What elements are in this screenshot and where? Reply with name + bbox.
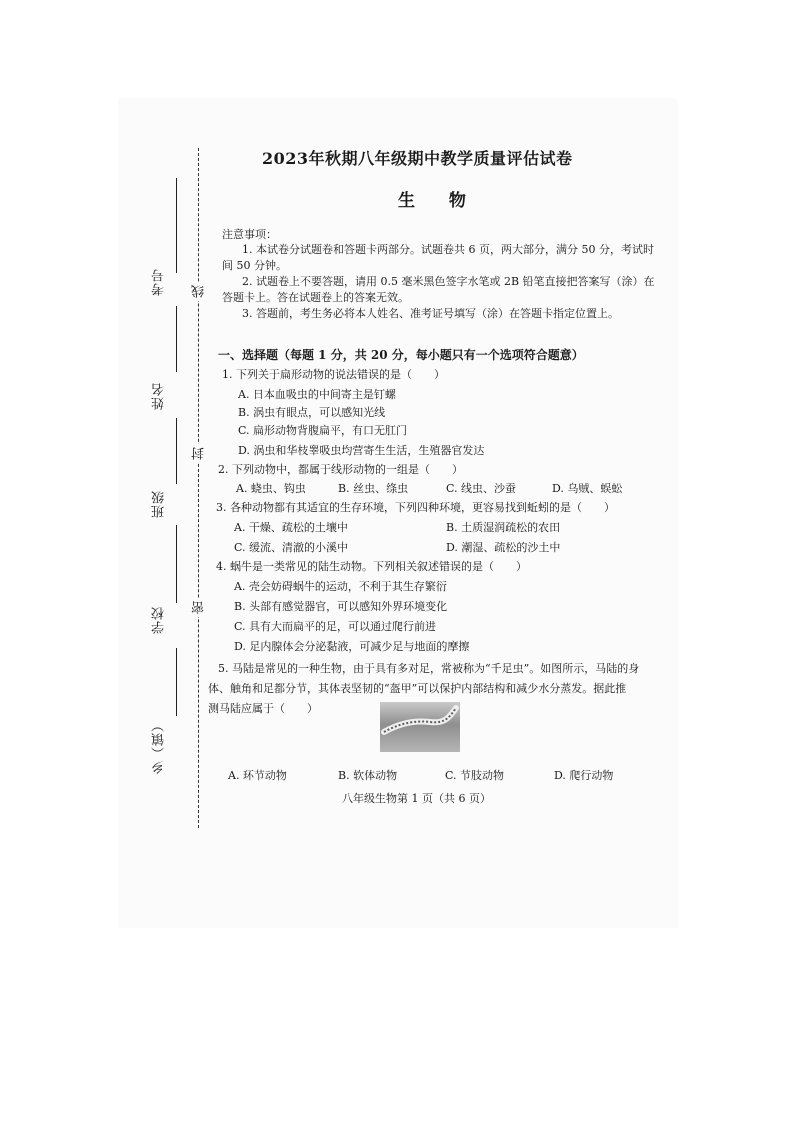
option-d: D. 爬行动物	[554, 769, 614, 782]
question-stem: 5. 马陆是常见的一种生物，由于具有多对足，常被称为“千足虫”。如图所示，马陆的身	[218, 662, 640, 675]
section-heading: 一、选择题（每题 1 分，共 20 分，每小题只有一个选项符合题意）	[218, 348, 584, 362]
option-a: A. 环节动物	[228, 769, 287, 782]
option-d: D. 涡虫和华枝睾吸虫均营寄生生活，生殖器官发达	[238, 444, 485, 457]
question-stem: 1. 下列关于扁形动物的说法错误的是（ ）	[222, 368, 445, 381]
option-b: B. 土质湿润疏松的农田	[446, 521, 561, 534]
option-a: A. 干燥、疏松的土壤中	[234, 521, 348, 534]
class-line	[176, 418, 177, 484]
notice-line: 2. 试题卷上不要答题，请用 0.5 毫米黑色签字水笔或 2B 铅笔直接把答案写（涂）在	[242, 275, 655, 288]
option-a: A. 日本血吸虫的中间寄主是钉螺	[238, 388, 396, 401]
question-stem: 4. 蜗牛是一类常见的陆生动物。下列相关叙述错误的是（ ）	[216, 560, 527, 573]
exam-subject: 生 物	[398, 191, 480, 211]
name-label: 姓名	[152, 382, 167, 410]
question-stem: 2. 下列动物中，都属于线形动物的一组是（ ）	[218, 463, 463, 476]
option-c: C. 具有大而扁平的足，可以通过爬行前进	[234, 620, 437, 633]
option-b: B. 头部有感觉器官，可以感知外界环境变化	[234, 600, 448, 613]
option-b: B. 涡虫有眼点，可以感知光线	[238, 406, 386, 419]
exam-number-label: 考号	[152, 268, 167, 296]
name-line	[176, 306, 177, 372]
option-c: C. 节肢动物	[445, 769, 505, 782]
option-d: D. 潮湿、疏松的沙土中	[446, 541, 561, 554]
option-c: C. 线虫、沙蚕	[446, 482, 517, 495]
option-c: C. 扁形动物背腹扁平，有口无肛门	[238, 424, 408, 437]
millipede-icon	[380, 702, 460, 752]
seal-word-line: 线	[190, 282, 209, 301]
option-a: A. 壳会妨碍蜗牛的运动，不利于其生存繁衍	[234, 580, 447, 593]
notice-line: 3. 答题前，考生务必将本人姓名、准考证号填写（涂）在答题卡指定位置上。	[242, 307, 619, 320]
notice-line: 1. 本试卷分试题卷和答题卡两部分。试题卷共 6 页，两大部分，满分 50 分，考试时	[242, 243, 654, 256]
town-line	[176, 648, 177, 716]
page-footer: 八年级生物第 1 页（共 6 页）	[342, 792, 491, 805]
option-b: B. 软体动物	[338, 769, 398, 782]
millipede-photo	[380, 702, 460, 752]
school-line	[176, 525, 177, 603]
option-b: B. 丝虫、绦虫	[338, 482, 409, 495]
option-c: C. 缓流、清澈的小溪中	[234, 541, 349, 554]
seal-word-secret: 密	[190, 598, 209, 617]
question-stem: 3. 各种动物都有其适宜的生存环境，下列四种环境，更容易找到蚯蚓的是（ ）	[216, 501, 615, 514]
option-d: D. 乌贼、蜈蚣	[552, 482, 623, 495]
exam-number-line	[176, 178, 177, 273]
option-a: A. 蛲虫、钩虫	[236, 482, 306, 495]
option-d: D. 足内腺体会分泌黏液，可减少足与地面的摩擦	[234, 640, 470, 653]
class-label: 班级	[152, 490, 167, 518]
question-stem: 测马陆应属于（ ）	[208, 702, 318, 715]
school-label: 学校	[152, 606, 167, 634]
notice-heading: 注意事项：	[222, 228, 277, 241]
exam-title: 2023年秋期八年级期中教学质量评估试卷	[262, 149, 573, 168]
seal-word-seal: 封	[190, 444, 209, 463]
question-stem: 体、触角和足都分节，其体表坚韧的“盔甲”可以保护内部结构和减少水分蒸发。据此推	[208, 682, 627, 695]
fold-line	[198, 148, 199, 828]
notice-line: 间 50 分钟。	[222, 259, 287, 272]
notice-line: 答题卡上。答在试题卷上的答案无效。	[222, 291, 409, 304]
town-label: 乡（镇）	[152, 718, 167, 774]
